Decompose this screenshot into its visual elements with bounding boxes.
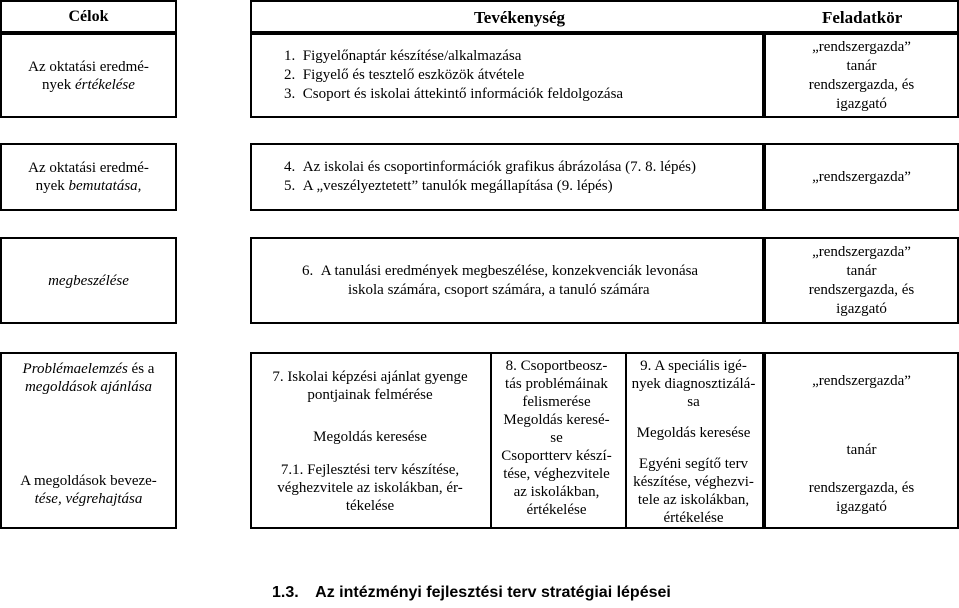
role-line: „rendszergazda” <box>812 373 911 389</box>
row1-goal-line1: Az oktatási eredmé- <box>28 58 149 75</box>
text-line: pontjainak felmérése <box>307 387 433 403</box>
role-line: tanár <box>846 442 877 458</box>
footer-caption <box>272 584 671 602</box>
text-line: 9. A speciális igé- <box>640 358 747 374</box>
text-line: 8. Csoportbeosz- <box>505 358 608 374</box>
row4-goal2-line1: A megoldások beveze- <box>20 473 157 489</box>
text-line: az iskolákban, <box>513 484 600 500</box>
role-line: igazgató <box>836 300 887 317</box>
role-line: „rendszergazda” <box>812 243 911 260</box>
text-line: értékelése <box>663 510 724 526</box>
list-item: 1. Figyelőnaptár készítése/alkalmazása <box>284 48 522 64</box>
row2-roles <box>764 143 959 211</box>
list-item: 4. Az iskolai és csoportinformációk grafikus ábrázolása (7. 8. lépés) <box>284 159 696 175</box>
row4-goal1-line1: Problémaelemzés és a <box>22 361 155 377</box>
header-activity-role <box>250 0 959 33</box>
row2-goal-line1: Az oktatási eredmé- <box>28 160 149 176</box>
text-line: se <box>550 430 563 446</box>
text-line: értékelése <box>526 502 587 518</box>
row2-goal <box>0 143 177 211</box>
row3-roles <box>764 237 959 324</box>
row3-goal <box>0 237 177 324</box>
row1-activities <box>250 33 764 118</box>
row2-goal-italic: bemutatása, <box>68 178 142 194</box>
text-line: tele az iskolákban, <box>637 492 750 508</box>
list-item-cont: iskola számára, csoport számára, a tanuló számára <box>348 281 650 298</box>
header-goals-label: Célok <box>68 8 109 25</box>
role-line: „rendszergazda” <box>812 38 911 55</box>
text-line: tás problémáinak <box>505 376 608 392</box>
text-line: 7.1. Fejlesztési terv készítése, <box>280 462 460 478</box>
row1-roles <box>764 33 959 118</box>
header-role-label: Feladatkör <box>822 8 903 27</box>
role-line: igazgató <box>836 95 887 112</box>
row4-roles <box>764 352 959 529</box>
header-activity-label: Tevékenység <box>474 8 565 27</box>
row2-activities <box>250 143 764 211</box>
text-line: nyek diagnosztizálá- <box>631 376 756 392</box>
row1-goal-italic: értékelése <box>74 76 135 93</box>
text-line: tékelése <box>345 498 395 514</box>
text-line: felismerése <box>522 394 591 410</box>
footer-number: 1.3. <box>272 584 299 601</box>
list-item: 2. Figyelő és tesztelő eszközök átvétele <box>284 67 525 83</box>
text-line: véghezvitele az iskolákban, ér- <box>277 480 463 496</box>
text-line: Csoportterv készí- <box>501 448 612 464</box>
text-line: Egyéni segítő terv <box>638 456 749 472</box>
list-item: 6. A tanulási eredmények megbeszélése, konzekvenciák levonása <box>302 262 699 279</box>
header-goals <box>0 0 177 33</box>
row4-col1 <box>252 368 488 515</box>
row1-goal-line2: nyek értékelése <box>42 76 135 93</box>
role-line: rendszergazda, és <box>808 76 915 93</box>
role-line: „rendszergazda” <box>812 168 911 185</box>
role-line: rendszergazda, és <box>808 480 915 496</box>
text-line: sa <box>687 394 700 410</box>
role-line: rendszergazda, és <box>808 281 915 298</box>
text-line: 7. Iskolai képzési ajánlat gyenge <box>272 369 468 385</box>
list-item: 3. Csoport és iskolai áttekintő információk feldolgozása <box>284 86 624 102</box>
row1-goal <box>0 33 177 118</box>
row4-col3 <box>625 357 762 527</box>
text-line: készítése, véghezvi- <box>633 474 754 490</box>
role-line: tanár <box>846 57 877 74</box>
footer-title: Az intézményi fejlesztési terv stratégiai lépései <box>315 584 671 601</box>
list-item: 5. A „veszélyeztetett” tanulók megállapítása (9. lépés) <box>284 178 613 194</box>
role-line: tanár <box>846 262 877 279</box>
row4-goal1-line2: megoldások ajánlása <box>24 379 153 395</box>
row4-goals <box>0 352 177 529</box>
text-line: Megoldás keresése <box>313 429 427 445</box>
row2-goal-line2: nyek bemutatása, <box>35 178 142 194</box>
role-line: igazgató <box>836 499 887 515</box>
row4-goal2-line2: tése, végrehajtása <box>34 491 143 507</box>
row4-col2 <box>490 357 623 519</box>
text-line: tése, véghezvitele <box>503 466 610 482</box>
row3-activities <box>250 237 764 324</box>
text-line: Megoldás keresé- <box>503 412 610 428</box>
row3-goal-line: megbeszélése <box>48 272 129 289</box>
text-line: Megoldás keresése <box>636 425 751 441</box>
